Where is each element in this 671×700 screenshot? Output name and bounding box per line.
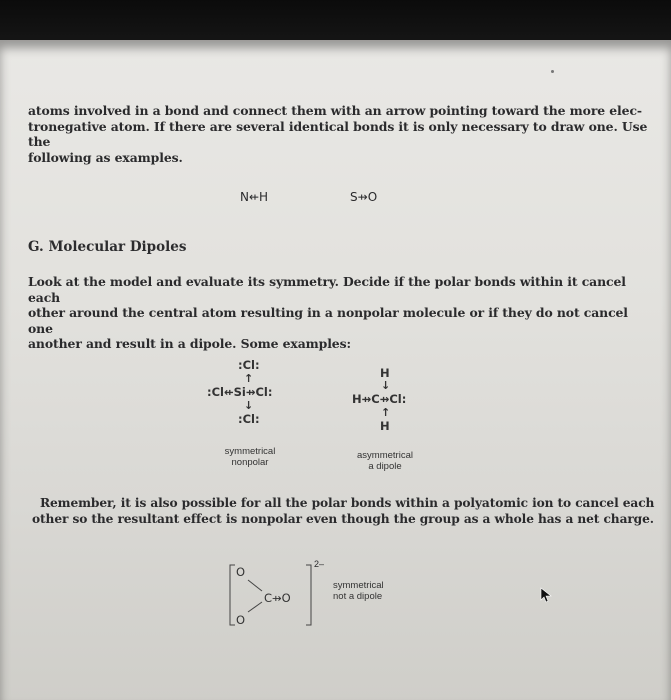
up-arrow-icon: ↑	[244, 372, 254, 385]
bond-example-nh	[240, 190, 268, 204]
atom-s: S	[350, 190, 358, 204]
molecule-1-bottom: :Cl:	[238, 412, 260, 426]
bond-arrow-icon: ⇷	[248, 190, 260, 204]
caption-symmetrical: symmetrical	[224, 446, 276, 457]
remember-paragraph	[32, 496, 660, 527]
molecule-1-middle: :Cl⇷Si⇸Cl:	[207, 385, 273, 399]
down-arrow-icon: ↓	[244, 399, 254, 412]
molecule-1-top: :Cl:	[238, 358, 260, 372]
bond-example-so	[350, 190, 377, 204]
intro-line-1: atoms involved in a bond and connect them with an arrow pointing toward the more elec-	[28, 103, 642, 118]
molecule-2-top: H	[380, 366, 390, 380]
section-line-3: another and result in a dipole. Some examples:	[28, 336, 351, 351]
caption-nonpolar: nonpolar	[231, 457, 269, 468]
section-paragraph	[28, 274, 648, 352]
document-page	[0, 40, 671, 700]
intro-line-3: following as examples.	[28, 149, 183, 165]
ion-caption	[333, 580, 403, 602]
atom-n: N	[240, 190, 249, 204]
section-line-2: other around the central atom resulting in a nonpolar molecule or if they do not cancel one	[28, 305, 628, 336]
up-arrow-icon: ↑	[381, 406, 391, 419]
ion-charge: 2–	[314, 559, 325, 569]
caption-not-a-dipole: not a dipole	[333, 591, 383, 602]
down-arrow-icon: ↓	[381, 379, 391, 392]
bond-arrow-icon: ⇸	[357, 190, 368, 204]
section-line-1: Look at the model and evaluate its symmetry. Decide if the polar bonds within it cancel each	[28, 274, 626, 305]
page-speck	[551, 70, 554, 73]
mouse-cursor-icon	[540, 587, 554, 603]
atom-o: O	[367, 190, 378, 204]
molecule-2-middle: H⇸C⇸Cl:	[352, 392, 407, 406]
intro-line-2: tronegative atom. If there are several identical bonds it is only necessary to draw one. Use the	[28, 118, 648, 149]
top-dark-edge	[0, 0, 671, 42]
molecule-2-caption	[345, 450, 425, 472]
caption-symmetrical: symmetrical	[333, 580, 384, 591]
section-heading: G. Molecular Dipoles	[28, 239, 187, 255]
caption-a-dipole: a dipole	[368, 461, 402, 472]
intro-paragraph	[28, 103, 648, 165]
ion-center: C⇸O	[264, 591, 291, 605]
ion-bottom-oxygen: O	[236, 613, 246, 627]
atom-h: H	[259, 190, 269, 204]
ion-top-oxygen: O	[236, 565, 246, 579]
molecule-2-bottom: H	[380, 419, 390, 433]
molecule-1-caption	[210, 446, 290, 468]
remember-line-2: other so the resultant effect is nonpolar even though the group as a whole has a net charge.	[32, 511, 654, 526]
remember-line-1: Remember, it is also possible for all the polar bonds within a polyatomic ion to cancel each	[40, 496, 655, 510]
caption-asymmetrical: asymmetrical	[357, 450, 413, 461]
